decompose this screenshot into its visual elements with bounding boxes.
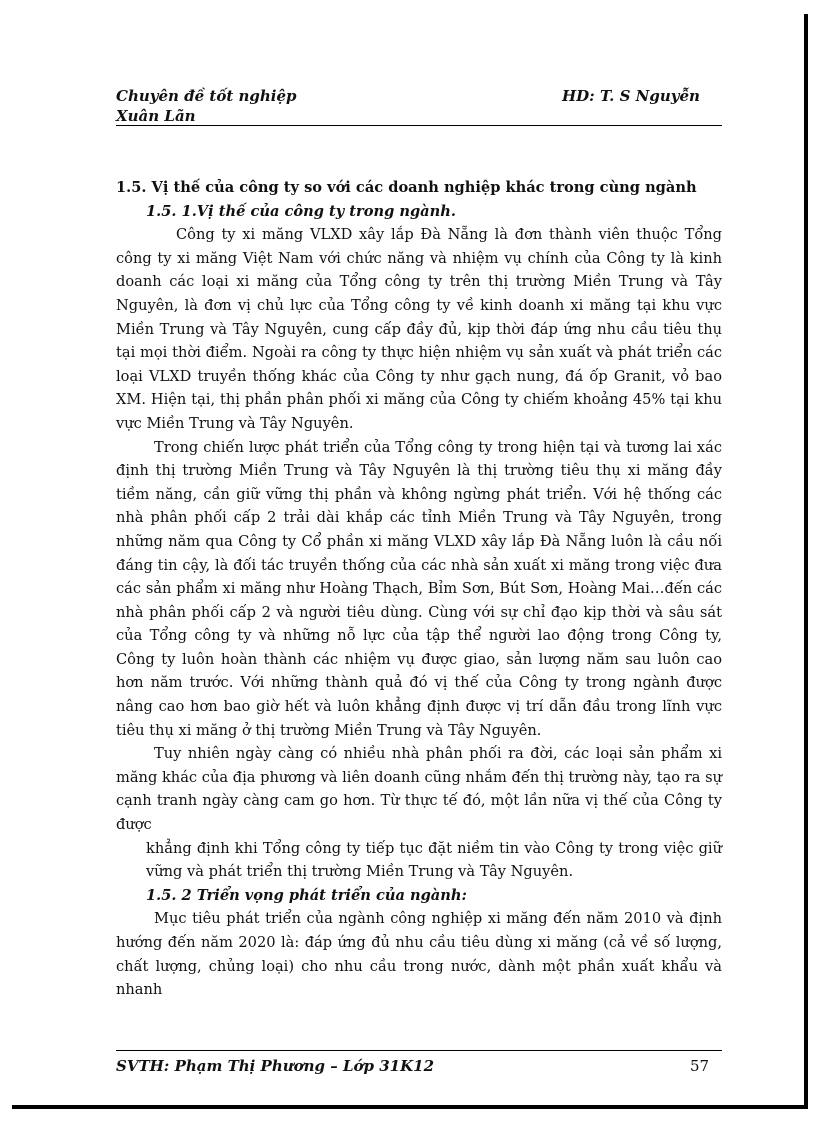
page-shadow-right bbox=[804, 14, 808, 1109]
subsection-heading-1: 1.5. 1.Vị thế của công ty trong ngành. bbox=[146, 202, 456, 220]
footer-author: SVTH: Phạm Thị Phương – Lớp 31K12 bbox=[116, 1057, 435, 1075]
paragraph-4: Mục tiêu phát triển của ngành công nghiệp xi măng đến năm 2010 và định hướng đến năm 2020 là: đáp ứng đủ nhu cầu tiêu dùng xi măng (cả về số lượng, chất lượng, chủng loại) cho nhu cầu trong nước, dành một phần xuất khẩu và nhanh bbox=[116, 910, 722, 999]
page-number: 57 bbox=[690, 1057, 710, 1075]
paragraph-1: Công ty xi măng VLXD xây lắp Đà Nẵng là đơn thành viên thuộc Tổng công ty xi măng Việt Nam với chức năng và nhiệm vụ chính của Công ty là kinh doanh các loại xi măng của Tổng công ty trên thị trường Miền Trung và Tây Nguyên, là đơn vị chủ lực của Tổng công ty về kinh doanh xi măng tại khu vực Miền Trung và Tây Nguyên, cung cấp đầy đủ, kịp thời đáp ứng nhu cầu tiêu thụ tại mọi thời điểm. Ngoài ra công ty thực hiện nhiệm vụ sản xuất và phát triển các loại VLXD truyền thống khác của Công ty như gạch nung, đá ốp Granit, vỏ bao XM. Hiện tại, thị phần phân phối xi măng của Công ty chiếm khoảng 45% tại khu vực Miền Trung và Tây Nguyên. bbox=[116, 226, 722, 432]
header-title bbox=[116, 86, 297, 126]
section-heading: 1.5. Vị thế của công ty so với các doanh nghiệp khác trong cùng ngành bbox=[116, 179, 697, 196]
header-advisor: HD: T. S Nguyễn bbox=[562, 87, 700, 105]
page-shadow-bottom bbox=[12, 1105, 808, 1109]
header-title-line1: Chuyên đề tốt nghiệp bbox=[116, 87, 297, 105]
subsection-heading-2: 1.5. 2 Triển vọng phát triển của ngành: bbox=[146, 886, 467, 904]
paragraph-3a: Tuy nhiên ngày càng có nhiều nhà phân phối ra đời, các loại sản phẩm xi măng khác của địa phương và liên doanh cũng nhắm đến thị trường này, tạo ra sự cạnh tranh ngày càng cam go hơn. Từ thực tế đó, một lần nữa vị thế của Công ty được bbox=[116, 745, 722, 834]
paragraph-2: Trong chiến lược phát triển của Tổng công ty trong hiện tại và tương lai xác định thị trường Miền Trung và Tây Nguyên là thị trường tiêu thụ xi măng đầy tiềm năng, cần giữ vững thị phần và không ngừng phát triển. Với hệ thống các nhà phân phối cấp 2 trải dài khắp các tỉnh Miền Trung và Tây Nguyên, trong những năm qua Công ty Cổ phần xi măng VLXD xây lắp Đà Nẵng luôn là cầu nối đáng tin cậy, là đối tác truyền thống của các nhà sản xuất xi măng trong việc đưa các sản phẩm xi măng như Hoàng Thạch, Bỉm Sơn, Bút Sơn, Hoàng Mai…đến các nhà phân phối cấp 2 và người tiêu dùng. Cùng với sự chỉ đạo kịp thời và sâu sát của Tổng công ty và những nỗ lực của tập thể người lao động trong Công ty, Công ty luôn hoàn thành các nhiệm vụ được giao, sản lượng năm sau luôn cao hơn năm trước. Với những thành quả đó vị thế của Công ty trong ngành được nâng cao hơn bao giờ hết và luôn khẳng định được vị trí dẫn đầu trong lĩnh vực tiêu thụ xi măng ở thị trường Miền Trung và Tây Nguyên. bbox=[116, 438, 722, 739]
header-rule bbox=[116, 125, 722, 126]
paragraph-3b: khẳng định khi Tổng công ty tiếp tục đặt niềm tin vào Công ty trong việc giữ vững và phát triển thị trường Miền Trung và Tây Nguyên. bbox=[146, 839, 722, 881]
document-body bbox=[116, 176, 722, 1002]
footer-rule bbox=[116, 1050, 722, 1051]
header-title-line2: Xuân Lãn bbox=[116, 107, 196, 125]
